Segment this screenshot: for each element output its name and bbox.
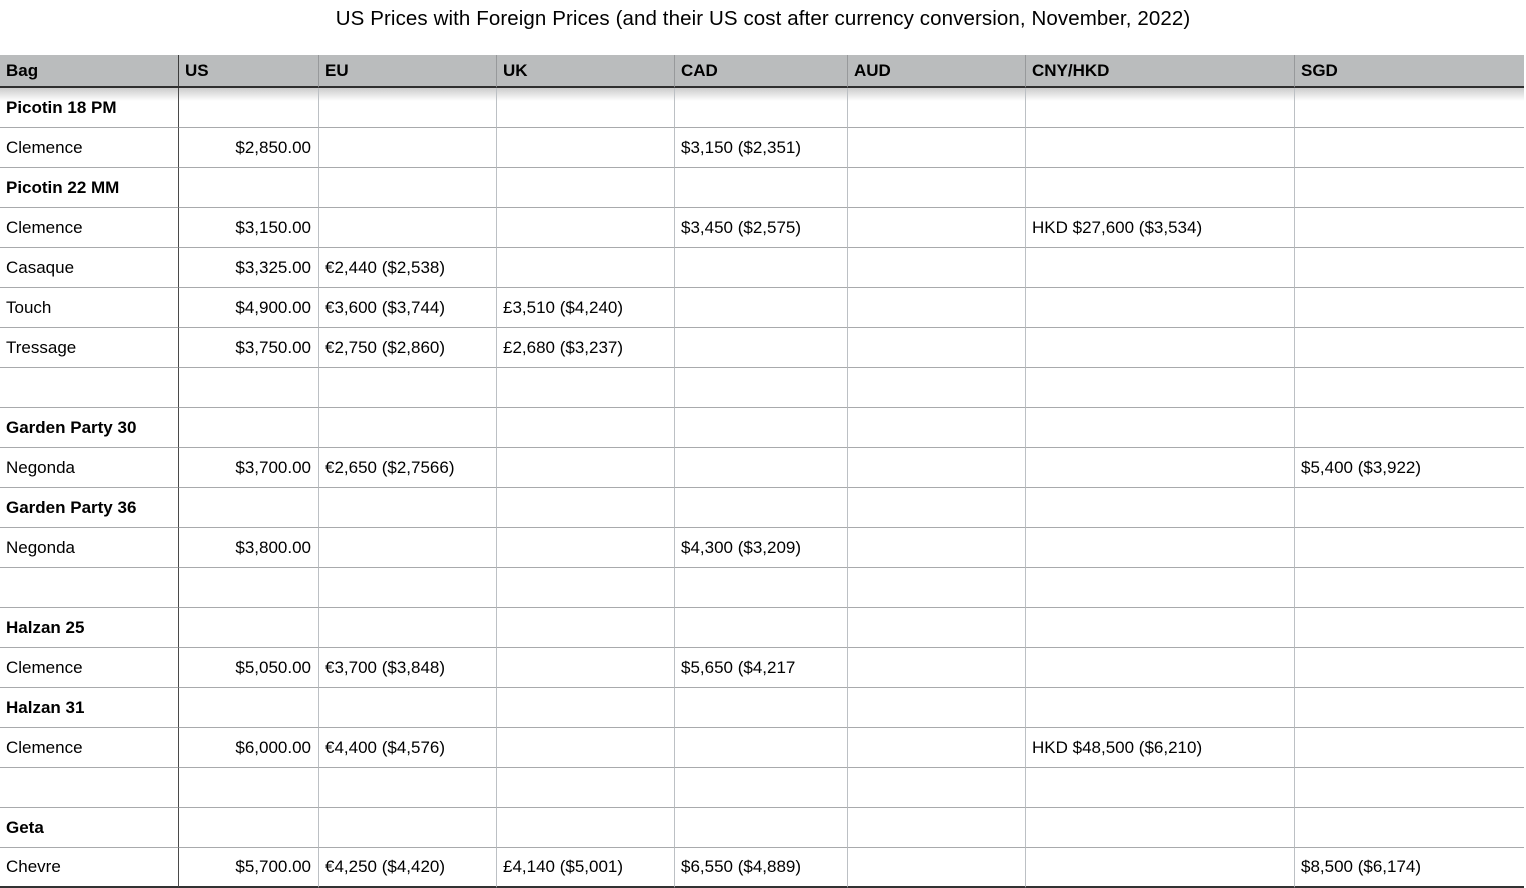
item-row (0, 728, 1524, 768)
cell-sgd-row18[interactable] (1295, 808, 1524, 848)
cell-eu-row15[interactable] (319, 688, 497, 728)
cell-cad-row12[interactable] (675, 568, 848, 608)
item-row (0, 328, 1524, 368)
cell-eu-row19[interactable]: €4,250 ($4,420) (319, 848, 497, 888)
cell-sgd-row5[interactable] (1295, 288, 1524, 328)
cell-bag-row4[interactable]: Casaque (0, 248, 179, 288)
cell-us-row17[interactable] (179, 768, 319, 808)
cell-eu-row3[interactable] (319, 208, 497, 248)
item-row (0, 848, 1524, 888)
column-header-aud[interactable]: AUD (848, 55, 1026, 88)
cell-eu-row5[interactable]: €3,600 ($3,744) (319, 288, 497, 328)
column-header-sgd[interactable]: SGD (1295, 55, 1524, 88)
cell-sgd-row19[interactable]: $8,500 ($6,174) (1295, 848, 1524, 888)
item-row (0, 288, 1524, 328)
cell-uk-row10[interactable] (497, 488, 675, 528)
cell-eu-row2[interactable] (319, 168, 497, 208)
cell-cny-hkd-row2[interactable] (1026, 168, 1295, 208)
cell-cny-hkd-row8[interactable] (1026, 408, 1295, 448)
cell-aud-row18[interactable] (848, 808, 1026, 848)
cell-cny-hkd-row7[interactable] (1026, 368, 1295, 408)
cell-uk-row2[interactable] (497, 168, 675, 208)
cell-cny-hkd-row10[interactable] (1026, 488, 1295, 528)
cell-cad-row6[interactable] (675, 328, 848, 368)
cell-cad-row11[interactable]: $4,300 ($3,209) (675, 528, 848, 568)
cell-aud-row6[interactable] (848, 328, 1026, 368)
cell-eu-row0[interactable] (319, 88, 497, 128)
cell-bag-row14[interactable]: Clemence (0, 648, 179, 688)
column-header-bag[interactable]: Bag (0, 55, 179, 88)
section-row (0, 88, 1524, 128)
cell-us-row11[interactable]: $3,800.00 (179, 528, 319, 568)
cell-bag-row15[interactable]: Halzan 31 (0, 688, 179, 728)
cell-cny-hkd-row1[interactable] (1026, 128, 1295, 168)
cell-eu-row4[interactable]: €2,440 ($2,538) (319, 248, 497, 288)
cell-bag-row2[interactable]: Picotin 22 MM (0, 168, 179, 208)
cell-cny-hkd-row3[interactable]: HKD $27,600 ($3,534) (1026, 208, 1295, 248)
empty-row (0, 368, 1524, 408)
cell-cny-hkd-row16[interactable]: HKD $48,500 ($6,210) (1026, 728, 1295, 768)
cell-uk-row6[interactable]: £2,680 ($3,237) (497, 328, 675, 368)
cell-cad-row4[interactable] (675, 248, 848, 288)
cell-cad-row8[interactable] (675, 408, 848, 448)
cell-sgd-row12[interactable] (1295, 568, 1524, 608)
cell-cny-hkd-row13[interactable] (1026, 608, 1295, 648)
cell-cad-row7[interactable] (675, 368, 848, 408)
price-table (0, 55, 1524, 888)
cell-uk-row7[interactable] (497, 368, 675, 408)
cell-aud-row15[interactable] (848, 688, 1026, 728)
cell-aud-row19[interactable] (848, 848, 1026, 888)
item-row (0, 128, 1524, 168)
cell-sgd-row6[interactable] (1295, 328, 1524, 368)
cell-bag-row0[interactable]: Picotin 18 PM (0, 88, 179, 128)
cell-us-row0[interactable] (179, 88, 319, 128)
cell-aud-row7[interactable] (848, 368, 1026, 408)
cell-us-row5[interactable]: $4,900.00 (179, 288, 319, 328)
item-row (0, 208, 1524, 248)
cell-eu-row10[interactable] (319, 488, 497, 528)
cell-us-row12[interactable] (179, 568, 319, 608)
cell-aud-row4[interactable] (848, 248, 1026, 288)
cell-sgd-row0[interactable] (1295, 88, 1524, 128)
cell-uk-row13[interactable] (497, 608, 675, 648)
header-row (0, 55, 1524, 88)
cell-sgd-row13[interactable] (1295, 608, 1524, 648)
cell-uk-row1[interactable] (497, 128, 675, 168)
cell-sgd-row3[interactable] (1295, 208, 1524, 248)
cell-aud-row10[interactable] (848, 488, 1026, 528)
cell-bag-row3[interactable]: Clemence (0, 208, 179, 248)
cell-cny-hkd-row19[interactable] (1026, 848, 1295, 888)
cell-cad-row14[interactable]: $5,650 ($4,217 (675, 648, 848, 688)
section-row (0, 408, 1524, 448)
cell-cad-row16[interactable] (675, 728, 848, 768)
cell-bag-row16[interactable]: Clemence (0, 728, 179, 768)
section-row (0, 688, 1524, 728)
cell-aud-row8[interactable] (848, 408, 1026, 448)
cell-aud-row0[interactable] (848, 88, 1026, 128)
item-row (0, 648, 1524, 688)
cell-cad-row3[interactable]: $3,450 ($2,575) (675, 208, 848, 248)
column-header-eu[interactable]: EU (319, 55, 497, 88)
cell-bag-row17[interactable] (0, 768, 179, 808)
cell-cad-row17[interactable] (675, 768, 848, 808)
page-title: US Prices with Foreign Prices (and their US cost after currency conversion, November, 2022) (0, 0, 1526, 55)
section-row (0, 808, 1524, 848)
cell-cny-hkd-row9[interactable] (1026, 448, 1295, 488)
cell-sgd-row14[interactable] (1295, 648, 1524, 688)
cell-aud-row1[interactable] (848, 128, 1026, 168)
cell-uk-row14[interactable] (497, 648, 675, 688)
cell-us-row1[interactable]: $2,850.00 (179, 128, 319, 168)
item-row (0, 248, 1524, 288)
cell-aud-row3[interactable] (848, 208, 1026, 248)
cell-aud-row17[interactable] (848, 768, 1026, 808)
cell-cny-hkd-row11[interactable] (1026, 528, 1295, 568)
cell-uk-row3[interactable] (497, 208, 675, 248)
cell-cad-row13[interactable] (675, 608, 848, 648)
cell-eu-row14[interactable]: €3,700 ($3,848) (319, 648, 497, 688)
cell-bag-row5[interactable]: Touch (0, 288, 179, 328)
cell-cad-row0[interactable] (675, 88, 848, 128)
cell-us-row10[interactable] (179, 488, 319, 528)
cell-sgd-row9[interactable]: $5,400 ($3,922) (1295, 448, 1524, 488)
item-row (0, 528, 1524, 568)
empty-row (0, 568, 1524, 608)
column-header-uk[interactable]: UK (497, 55, 675, 88)
cell-cny-hkd-row15[interactable] (1026, 688, 1295, 728)
cell-cny-hkd-row6[interactable] (1026, 328, 1295, 368)
column-header-cad[interactable]: CAD (675, 55, 848, 88)
cell-eu-row1[interactable] (319, 128, 497, 168)
cell-cad-row10[interactable] (675, 488, 848, 528)
cell-us-row14[interactable]: $5,050.00 (179, 648, 319, 688)
item-row (0, 448, 1524, 488)
column-header-us[interactable]: US (179, 55, 319, 88)
cell-us-row2[interactable] (179, 168, 319, 208)
cell-uk-row5[interactable]: £3,510 ($4,240) (497, 288, 675, 328)
cell-us-row9[interactable]: $3,700.00 (179, 448, 319, 488)
cell-bag-row6[interactable]: Tressage (0, 328, 179, 368)
cell-us-row4[interactable]: $3,325.00 (179, 248, 319, 288)
cell-aud-row14[interactable] (848, 648, 1026, 688)
cell-eu-row12[interactable] (319, 568, 497, 608)
cell-sgd-row7[interactable] (1295, 368, 1524, 408)
cell-uk-row9[interactable] (497, 448, 675, 488)
cell-uk-row16[interactable] (497, 728, 675, 768)
cell-bag-row12[interactable] (0, 568, 179, 608)
cell-cad-row2[interactable] (675, 168, 848, 208)
cell-eu-row6[interactable]: €2,750 ($2,860) (319, 328, 497, 368)
cell-eu-row13[interactable] (319, 608, 497, 648)
cell-aud-row16[interactable] (848, 728, 1026, 768)
cell-us-row6[interactable]: $3,750.00 (179, 328, 319, 368)
cell-eu-row18[interactable] (319, 808, 497, 848)
cell-uk-row8[interactable] (497, 408, 675, 448)
cell-us-row3[interactable]: $3,150.00 (179, 208, 319, 248)
cell-uk-row4[interactable] (497, 248, 675, 288)
column-header-cny-hkd[interactable]: CNY/HKD (1026, 55, 1295, 88)
cell-cny-hkd-row12[interactable] (1026, 568, 1295, 608)
cell-bag-row1[interactable]: Clemence (0, 128, 179, 168)
cell-sgd-row17[interactable] (1295, 768, 1524, 808)
cell-uk-row11[interactable] (497, 528, 675, 568)
cell-cny-hkd-row14[interactable] (1026, 648, 1295, 688)
cell-us-row16[interactable]: $6,000.00 (179, 728, 319, 768)
cell-sgd-row15[interactable] (1295, 688, 1524, 728)
cell-sgd-row10[interactable] (1295, 488, 1524, 528)
cell-us-row7[interactable] (179, 368, 319, 408)
cell-eu-row16[interactable]: €4,400 ($4,576) (319, 728, 497, 768)
cell-bag-row8[interactable]: Garden Party 30 (0, 408, 179, 448)
cell-sgd-row4[interactable] (1295, 248, 1524, 288)
cell-cad-row19[interactable]: $6,550 ($4,889) (675, 848, 848, 888)
cell-eu-row8[interactable] (319, 408, 497, 448)
cell-sgd-row16[interactable] (1295, 728, 1524, 768)
cell-cny-hkd-row5[interactable] (1026, 288, 1295, 328)
section-row (0, 608, 1524, 648)
cell-us-row13[interactable] (179, 608, 319, 648)
cell-uk-row12[interactable] (497, 568, 675, 608)
cell-cad-row9[interactable] (675, 448, 848, 488)
cell-aud-row12[interactable] (848, 568, 1026, 608)
cell-eu-row7[interactable] (319, 368, 497, 408)
cell-bag-row7[interactable] (0, 368, 179, 408)
cell-sgd-row2[interactable] (1295, 168, 1524, 208)
cell-aud-row2[interactable] (848, 168, 1026, 208)
cell-us-row15[interactable] (179, 688, 319, 728)
cell-sgd-row8[interactable] (1295, 408, 1524, 448)
cell-cad-row5[interactable] (675, 288, 848, 328)
cell-bag-row11[interactable]: Negonda (0, 528, 179, 568)
cell-sgd-row11[interactable] (1295, 528, 1524, 568)
section-row (0, 488, 1524, 528)
cell-cny-hkd-row0[interactable] (1026, 88, 1295, 128)
cell-uk-row19[interactable]: £4,140 ($5,001) (497, 848, 675, 888)
cell-cad-row15[interactable] (675, 688, 848, 728)
cell-cny-hkd-row17[interactable] (1026, 768, 1295, 808)
cell-uk-row0[interactable] (497, 88, 675, 128)
cell-bag-row13[interactable]: Halzan 25 (0, 608, 179, 648)
cell-us-row8[interactable] (179, 408, 319, 448)
cell-eu-row9[interactable]: €2,650 ($2,7566) (319, 448, 497, 488)
cell-aud-row13[interactable] (848, 608, 1026, 648)
cell-uk-row17[interactable] (497, 768, 675, 808)
cell-bag-row18[interactable]: Geta (0, 808, 179, 848)
cell-eu-row11[interactable] (319, 528, 497, 568)
cell-us-row19[interactable]: $5,700.00 (179, 848, 319, 888)
cell-uk-row15[interactable] (497, 688, 675, 728)
cell-cny-hkd-row4[interactable] (1026, 248, 1295, 288)
cell-cad-row1[interactable]: $3,150 ($2,351) (675, 128, 848, 168)
cell-bag-row9[interactable]: Negonda (0, 448, 179, 488)
cell-cad-row18[interactable] (675, 808, 848, 848)
cell-us-row18[interactable] (179, 808, 319, 848)
cell-uk-row18[interactable] (497, 808, 675, 848)
cell-aud-row9[interactable] (848, 448, 1026, 488)
cell-eu-row17[interactable] (319, 768, 497, 808)
empty-row (0, 768, 1524, 808)
cell-cny-hkd-row18[interactable] (1026, 808, 1295, 848)
cell-bag-row10[interactable]: Garden Party 36 (0, 488, 179, 528)
section-row (0, 168, 1524, 208)
cell-aud-row11[interactable] (848, 528, 1026, 568)
cell-sgd-row1[interactable] (1295, 128, 1524, 168)
cell-bag-row19[interactable]: Chevre (0, 848, 179, 888)
cell-aud-row5[interactable] (848, 288, 1026, 328)
